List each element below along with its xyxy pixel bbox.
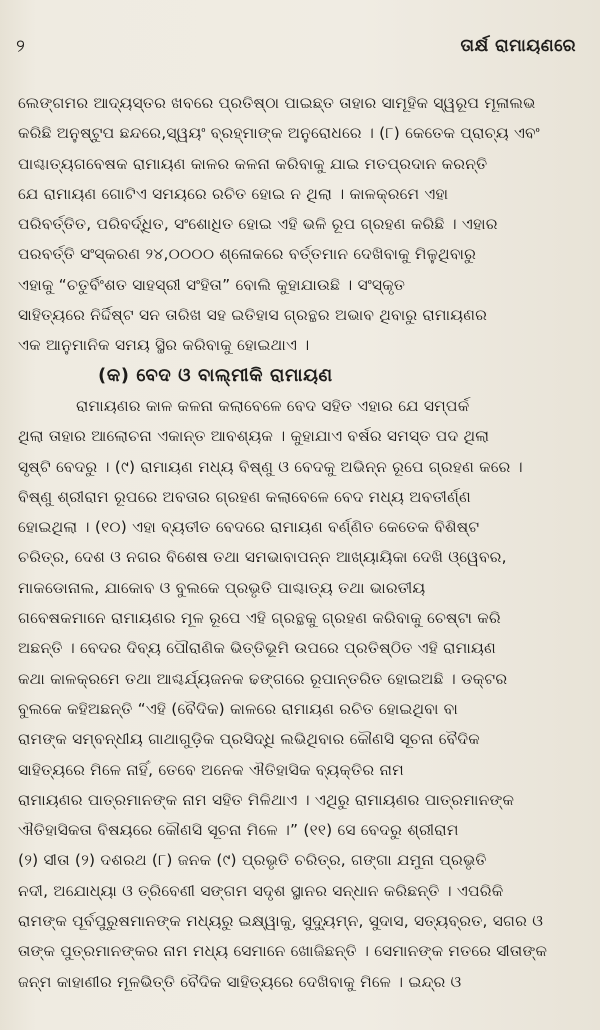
text-line: ଏହାକୁ “ଚତୁର୍ବିଂଶତ ସାହସ୍ରୀ ସଂହିତା” ବୋଲି କୁହାଯାଉଛି । ସଂସ୍କୃତ (18, 275, 406, 294)
section-heading: (କ) ବେଦ ଓ ବାଲ୍ମୀକି ରାମାୟଣ (98, 364, 333, 386)
text-line: ସାହିତ୍ୟରେ ନିର୍ଦ୍ଦିଷ୍ଟ ସନ ତାରିଖ ସହ ଇତିହାସ ଗ୍ରନ୍ଥର ଅଭାବ ଥିବାରୁ ରାମାୟଣର (18, 306, 488, 325)
text-line: (୨) ସୀତା (୨) ଦଶରଥ (୮) ଜନକ (୯) ପ୍ରଭୃତି ଚରିତ୍ର, ଗଙ୍ଗା ଯମୁନା ପ୍ରଭୃତି (18, 851, 487, 870)
page-number: ୨ (16, 36, 25, 57)
text-line: ମାକଡୋନାଲ, ଯାକୋବ ଓ ବୁଲକେ ପ୍ରଭୃତି ପାଶ୍ଚାତ୍ୟ ତଥା ଭାରତୀୟ (18, 578, 426, 597)
text-line: ନଦୀ, ଅଯୋଧ୍ୟା ଓ ତ୍ରିବେଣୀ ସଙ୍ଗମ ସଦୃଶ ସ୍ଥାନର ସନ୍ଧାନ କରିଛନ୍ତି । ଏପରିକି (18, 881, 504, 900)
text-line: କଥା କାଳକ୍ରମେ ତଥା ଆଶ୍ଚର୍ଯ୍ୟଜନକ ଢଙ୍ଗରେ ରୂପାନ୍ତରିତ ହୋଇଅଛି । ଡକ୍ଟର (18, 669, 508, 688)
text-line: ରାମଙ୍କ ସମ୍ବନ୍ଧୀୟ ଗାଥାଗୁଡ଼ିକ ପ୍ରସିଦ୍ଧି ଲଭିଥିବାର କୌଣସି ସୂଚନା ବୈଦିକ (18, 730, 480, 749)
text-line: ରାମାୟଣର କାଳ କଳନା କଲାବେଳେ ବେଦ ସହିତ ଏହାର ଯେ ସମ୍ପର୍କ (76, 396, 470, 415)
text-line: ଲେଙ୍ଗମର ଆଦ୍ୟସ୍ତର ଖବରେ ପ୍ରତିଷ୍ଠା ପାଇଛ୍ତ ତାହାର ସାମୂହିକ ସ୍ୱରୂପ ମୂଳାଲଭ (18, 94, 536, 112)
text-line: ପାଶ୍ଚାତ୍ୟଗବେଷକ ରାମାୟଣ କାଳର କଳନା କରିବାକୁ ଯାଇ ମତପ୍ରଦାନ କରନ୍ତି (18, 154, 488, 173)
text-line: ଗବେଷକମାନେ ରାମାୟଣର ମୂଳ ରୂପେ ଏହି ଗ୍ରନ୍ଥକୁ ଗ୍ରହଣ କରିବାକୁ ଚେଷ୍ଟା କରି (18, 609, 501, 628)
text-line: କରିଛି ଅନୁଷ୍ଟୁପ ଛନ୍ଦରେ,ସ୍ୱୟଂ ବ୍ରହ୍ମାଙ୍କ ଅନୁରୋଧରେ । (୮) କେତେକ ପ୍ରାଚ୍ୟ ଏବଂ (18, 124, 540, 143)
text-line: ଚରିତ୍ର, ଦେଶ ଓ ନଗର ବିଶେଷ ତଥା ସମଭାବାପନ୍ନ ଆଖ୍ୟାୟିକା ଦେଖି ଓ୍ୱେବର, (18, 548, 507, 567)
text-line: ରାମାୟଣର ପାତ୍ରମାନଙ୍କ ନାମ ସହିତ ମିଳିଥାଏ । ଏଥିରୁ ରାମାୟଣର ପାତ୍ରମାନଙ୍କ (18, 790, 515, 809)
text-line: ଜନ୍ମ କାହାଣୀର ମୂଳଭିତ୍ତି ବୈଦିକ ସାହିତ୍ୟରେ ଦେଖିବାକୁ ମିଳେ । ଇନ୍ଦ୍ର ଓ (18, 972, 462, 991)
text-line: ତାଙ୍କ ପୁତ୍ରମାନଙ୍କର ନାମ ମଧ୍ୟ ସେମାନେ ଖୋଜିଛନ୍ତି । ସେମାନଙ୍କ ମତରେ ସୀତାଙ୍କ (18, 942, 548, 961)
text-line: ରାମଙ୍କ ପୂର୍ବପୁରୁଷମାନଙ୍କ ମଧ୍ୟରୁ ଇକ୍ଷ୍ୱାକୁ, ସୁଦ୍ୟୁମ୍ନ, ସୁଦାସ, ସତ୍ୟବ୍ରତ, ସଗର ଓ (18, 912, 544, 931)
text-line: ସୃଷ୍ଟି ବେଦରୁ । (୯) ରାମାୟଣ ମଧ୍ୟ ବିଷ୍ଣୁ ଓ ବେଦକୁ ଅଭିନ୍ନ ରୂପେ ଗ୍ରହଣ କରେ । (18, 457, 523, 476)
text-line: ଯେ ରାମାୟଣ ଗୋଟିଏ ସମୟରେ ରଚିତ ହୋଇ ନ ଥିଲା । କାଳକ୍ରମେ ଏହା (18, 184, 449, 203)
text-line: ଏକ ଆନୁମାନିକ ସମୟ ସ୍ଥିର କରିବାକୁ ହୋଇଥାଏ । (18, 336, 310, 355)
text-line: ଥିଲା ତାହାର ଆଲୋଚନା ଏକାନ୍ତ ଆବଶ୍ୟକ । କୁହାଯାଏ ବର୍ଷର ସମସ୍ତ ପଦ ଥିଲା (18, 427, 490, 446)
text-line: ବିଷ୍ଣୁ ଶ୍ରୀରାମ ରୂପରେ ଅବତାର ଗ୍ରହଣ କଲାବେଳେ ବେଦ ମଧ୍ୟ ଅବତୀର୍ଣ୍ଣ (18, 487, 471, 506)
body-text (18, 88, 583, 997)
running-title: ତାର୍କ୍ଷ ରାମାୟଣରେ (460, 36, 576, 56)
text-line: ପରିବର୍ତ୍ତିତ, ପରିବର୍ଦ୍ଧିତ, ସଂଶୋଧିତ ହୋଇ ଏହି ଭଳି ରୂପ ଗ୍ରହଣ କରିଛି । ଏହାର (18, 215, 498, 234)
text-line: ଅଛନ୍ତି । ବେଦର ଦିବ୍ୟ ପୌରାଣିକ ଭିତ୍ତିଭୂମି ଉପରେ ପ୍ରତିଷ୍ଠିତ ଏହି ରାମାୟଣ (18, 639, 496, 658)
text-line: ପରବର୍ତ୍ତି ସଂସ୍କରଣ ୨୪,୦୦୦୦ ଶ୍ଳୋକରେ ବର୍ତ୍ତମାନ ଦେଖିବାକୁ ମିଳୁଥିବାରୁ (18, 245, 477, 264)
text-line: ସାହିତ୍ୟରେ ମିଳେ ନାହିଁ, ତେବେ ଅନେକ ଐତିହାସିକ ବ୍ୟକ୍ତିର ନାମ (18, 760, 404, 779)
text-line: ଐତିହାସିକତା ବିଷୟରେ କୌଣସି ସୂଚନା ମିଳେ ।” (୧୧) ସେ ବେଦରୁ ଶ୍ରୀରାମ (18, 821, 459, 840)
text-line: ହୋଇଥିଲା । (୧୦) ଏହା ବ୍ୟତୀତ ବେଦରେ ରାମାୟଣ ବର୍ଣ୍ଣିତ କେତେକ ବିଶିଷ୍ଟ (18, 518, 480, 537)
text-line: ବୁଲକେ କହିଅଛନ୍ତି “ଏହି (ବୈଦିକ) କାଳରେ ରାମାୟଣ ରଚିତ ହୋଇଥିବା ବା (18, 699, 458, 718)
